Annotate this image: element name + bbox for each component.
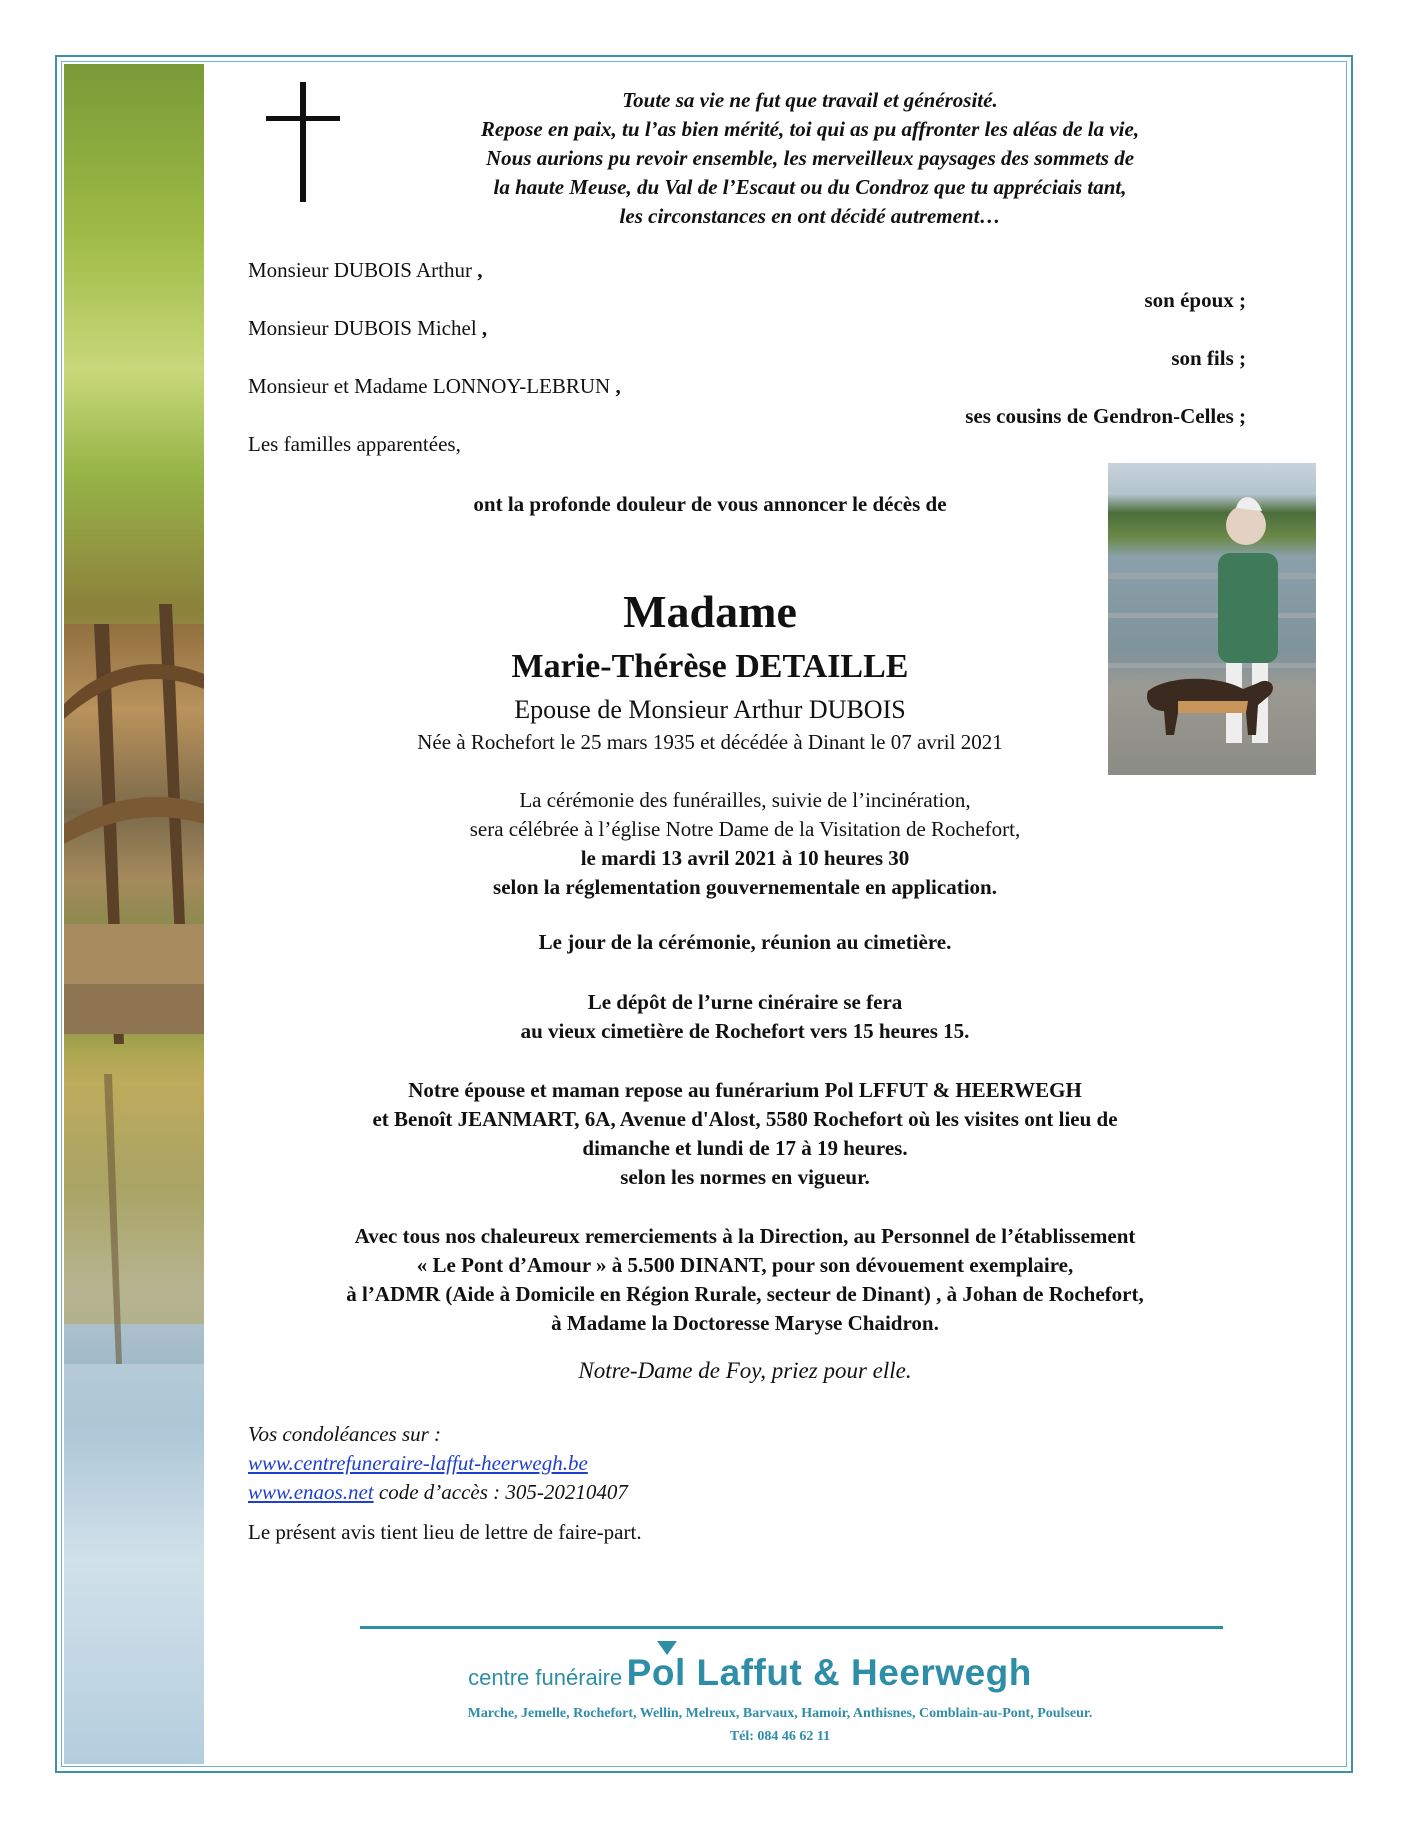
ceremony-line: le mardi 13 avril 2021 à 10 heures 30 xyxy=(580,846,910,870)
deceased-title: Madame xyxy=(623,586,797,637)
thanks-line: Avec tous nos chaleureux remerciements à la Direction, au Personnel de l’établissement xyxy=(354,1224,1136,1248)
funerarium-line: dimanche et lundi de 17 à 19 heures. xyxy=(582,1136,908,1160)
funerarium-line: selon les normes en vigueur. xyxy=(620,1165,870,1189)
cross-icon xyxy=(266,82,340,202)
family-member-name: Monsieur et Madame LONNOY-LEBRUN xyxy=(248,374,611,398)
ceremony-block xyxy=(245,786,1245,902)
urn-line: au vieux cimetière de Rochefort vers 15 heures 15. xyxy=(520,1019,970,1043)
funerarium-line: Notre épouse et maman repose au funérarium Pol LFFUT & HEERWEGH xyxy=(408,1078,1082,1102)
ceremony-line: La cérémonie des funérailles, suivie de l’incinération, xyxy=(519,788,971,812)
logo-prefix: centre funéraire xyxy=(468,1665,623,1690)
logo-brand: Pol Laffut & Heerwegh xyxy=(626,1652,1032,1693)
epitaph-poem xyxy=(370,86,1250,231)
condolences-label: Vos condoléances sur : xyxy=(248,1422,442,1446)
family-member-name: Les familles apparentées, xyxy=(248,432,461,456)
family-relation: son fils ; xyxy=(1171,346,1246,370)
epitaph-line: les circonstances en ont décidé autrement… xyxy=(619,204,1001,228)
condolences-website-link[interactable]: www.centrefuneraire-laffut-heerwegh.be xyxy=(248,1451,588,1475)
family-member xyxy=(248,374,621,399)
footer-divider xyxy=(360,1626,1223,1629)
family-member-punct: , xyxy=(476,316,488,340)
funeral-home-logo xyxy=(400,1652,1100,1694)
epitaph-line: Repose en paix, tu l’as bien mérité, toi qui as pu affronter les aléas de la vie, xyxy=(480,117,1140,141)
epitaph-line: Toute sa vie ne fut que travail et générosité. xyxy=(622,88,998,112)
deceased-dates: Née à Rochefort le 25 mars 1935 et décédée à Dinant le 07 avril 2021 xyxy=(417,730,1003,754)
urn-block xyxy=(245,988,1245,1046)
thanks-block xyxy=(245,1222,1245,1338)
family-member-name: Monsieur DUBOIS Michel xyxy=(248,316,477,340)
family-member xyxy=(248,316,487,341)
announce-text: ont la profonde douleur de vous annoncer le décès de xyxy=(473,492,947,516)
epitaph-line: Nous aurions pu revoir ensemble, les merveilleux paysages des sommets de xyxy=(485,146,1135,170)
funerarium-block xyxy=(245,1076,1245,1192)
footer-towns: Marche, Jemelle, Rochefort, Wellin, Melreux, Barvaux, Hamoir, Anthisnes, Comblain-au-Pont, Poulseur. xyxy=(467,1706,1093,1721)
access-code: code d’accès : 305-20210407 xyxy=(373,1480,628,1504)
thanks-line: à l’ADMR (Aide à Domicile en Région Rurale, secteur de Dinant) , à Johan de Rochefort, xyxy=(346,1282,1144,1306)
family-member xyxy=(248,258,483,283)
family-relation: ses cousins de Gendron-Celles ; xyxy=(965,404,1246,428)
urn-line: Le dépôt de l’urne cinéraire se fera xyxy=(587,990,903,1014)
family-member-name: Monsieur DUBOIS Arthur xyxy=(248,258,472,282)
funerarium-line: et Benoît JEANMART, 6A, Avenue d'Alost, 5580 Rochefort où les visites ont lieu de xyxy=(372,1107,1118,1131)
prayer-text: Notre-Dame de Foy, priez pour elle. xyxy=(578,1358,912,1383)
ceremony-line: selon la réglementation gouvernementale en application. xyxy=(493,875,997,899)
family-member-punct: , xyxy=(472,258,483,282)
reunion-text: Le jour de la cérémonie, réunion au cimetière. xyxy=(538,930,952,954)
enaos-link[interactable]: www.enaos.net xyxy=(248,1480,374,1504)
family-member-punct: , xyxy=(610,374,621,398)
thanks-line: à Madame la Doctoresse Maryse Chaidron. xyxy=(551,1311,939,1335)
family-member xyxy=(248,432,461,457)
ceremony-line: sera célébrée à l’église Notre Dame de la Visitation de Rochefort, xyxy=(469,817,1021,841)
thanks-line: « Le Pont d’Amour » à 5.500 DINANT, pour son dévouement exemplaire, xyxy=(416,1253,1074,1277)
deceased-name: Marie-Thérèse DETAILLE xyxy=(511,648,909,685)
notice-text: Le présent avis tient lieu de lettre de faire-part. xyxy=(248,1520,642,1544)
epitaph-line: la haute Meuse, du Val de l’Escaut ou du Condroz que tu appréciais tant, xyxy=(493,175,1127,199)
side-landscape-photo xyxy=(64,64,204,1764)
family-relation: son époux ; xyxy=(1144,288,1246,312)
deceased-spouse: Epouse de Monsieur Arthur DUBOIS xyxy=(514,695,906,724)
condolences-block xyxy=(248,1420,628,1507)
footer-phone: Tél: 084 46 62 11 xyxy=(729,1729,831,1744)
